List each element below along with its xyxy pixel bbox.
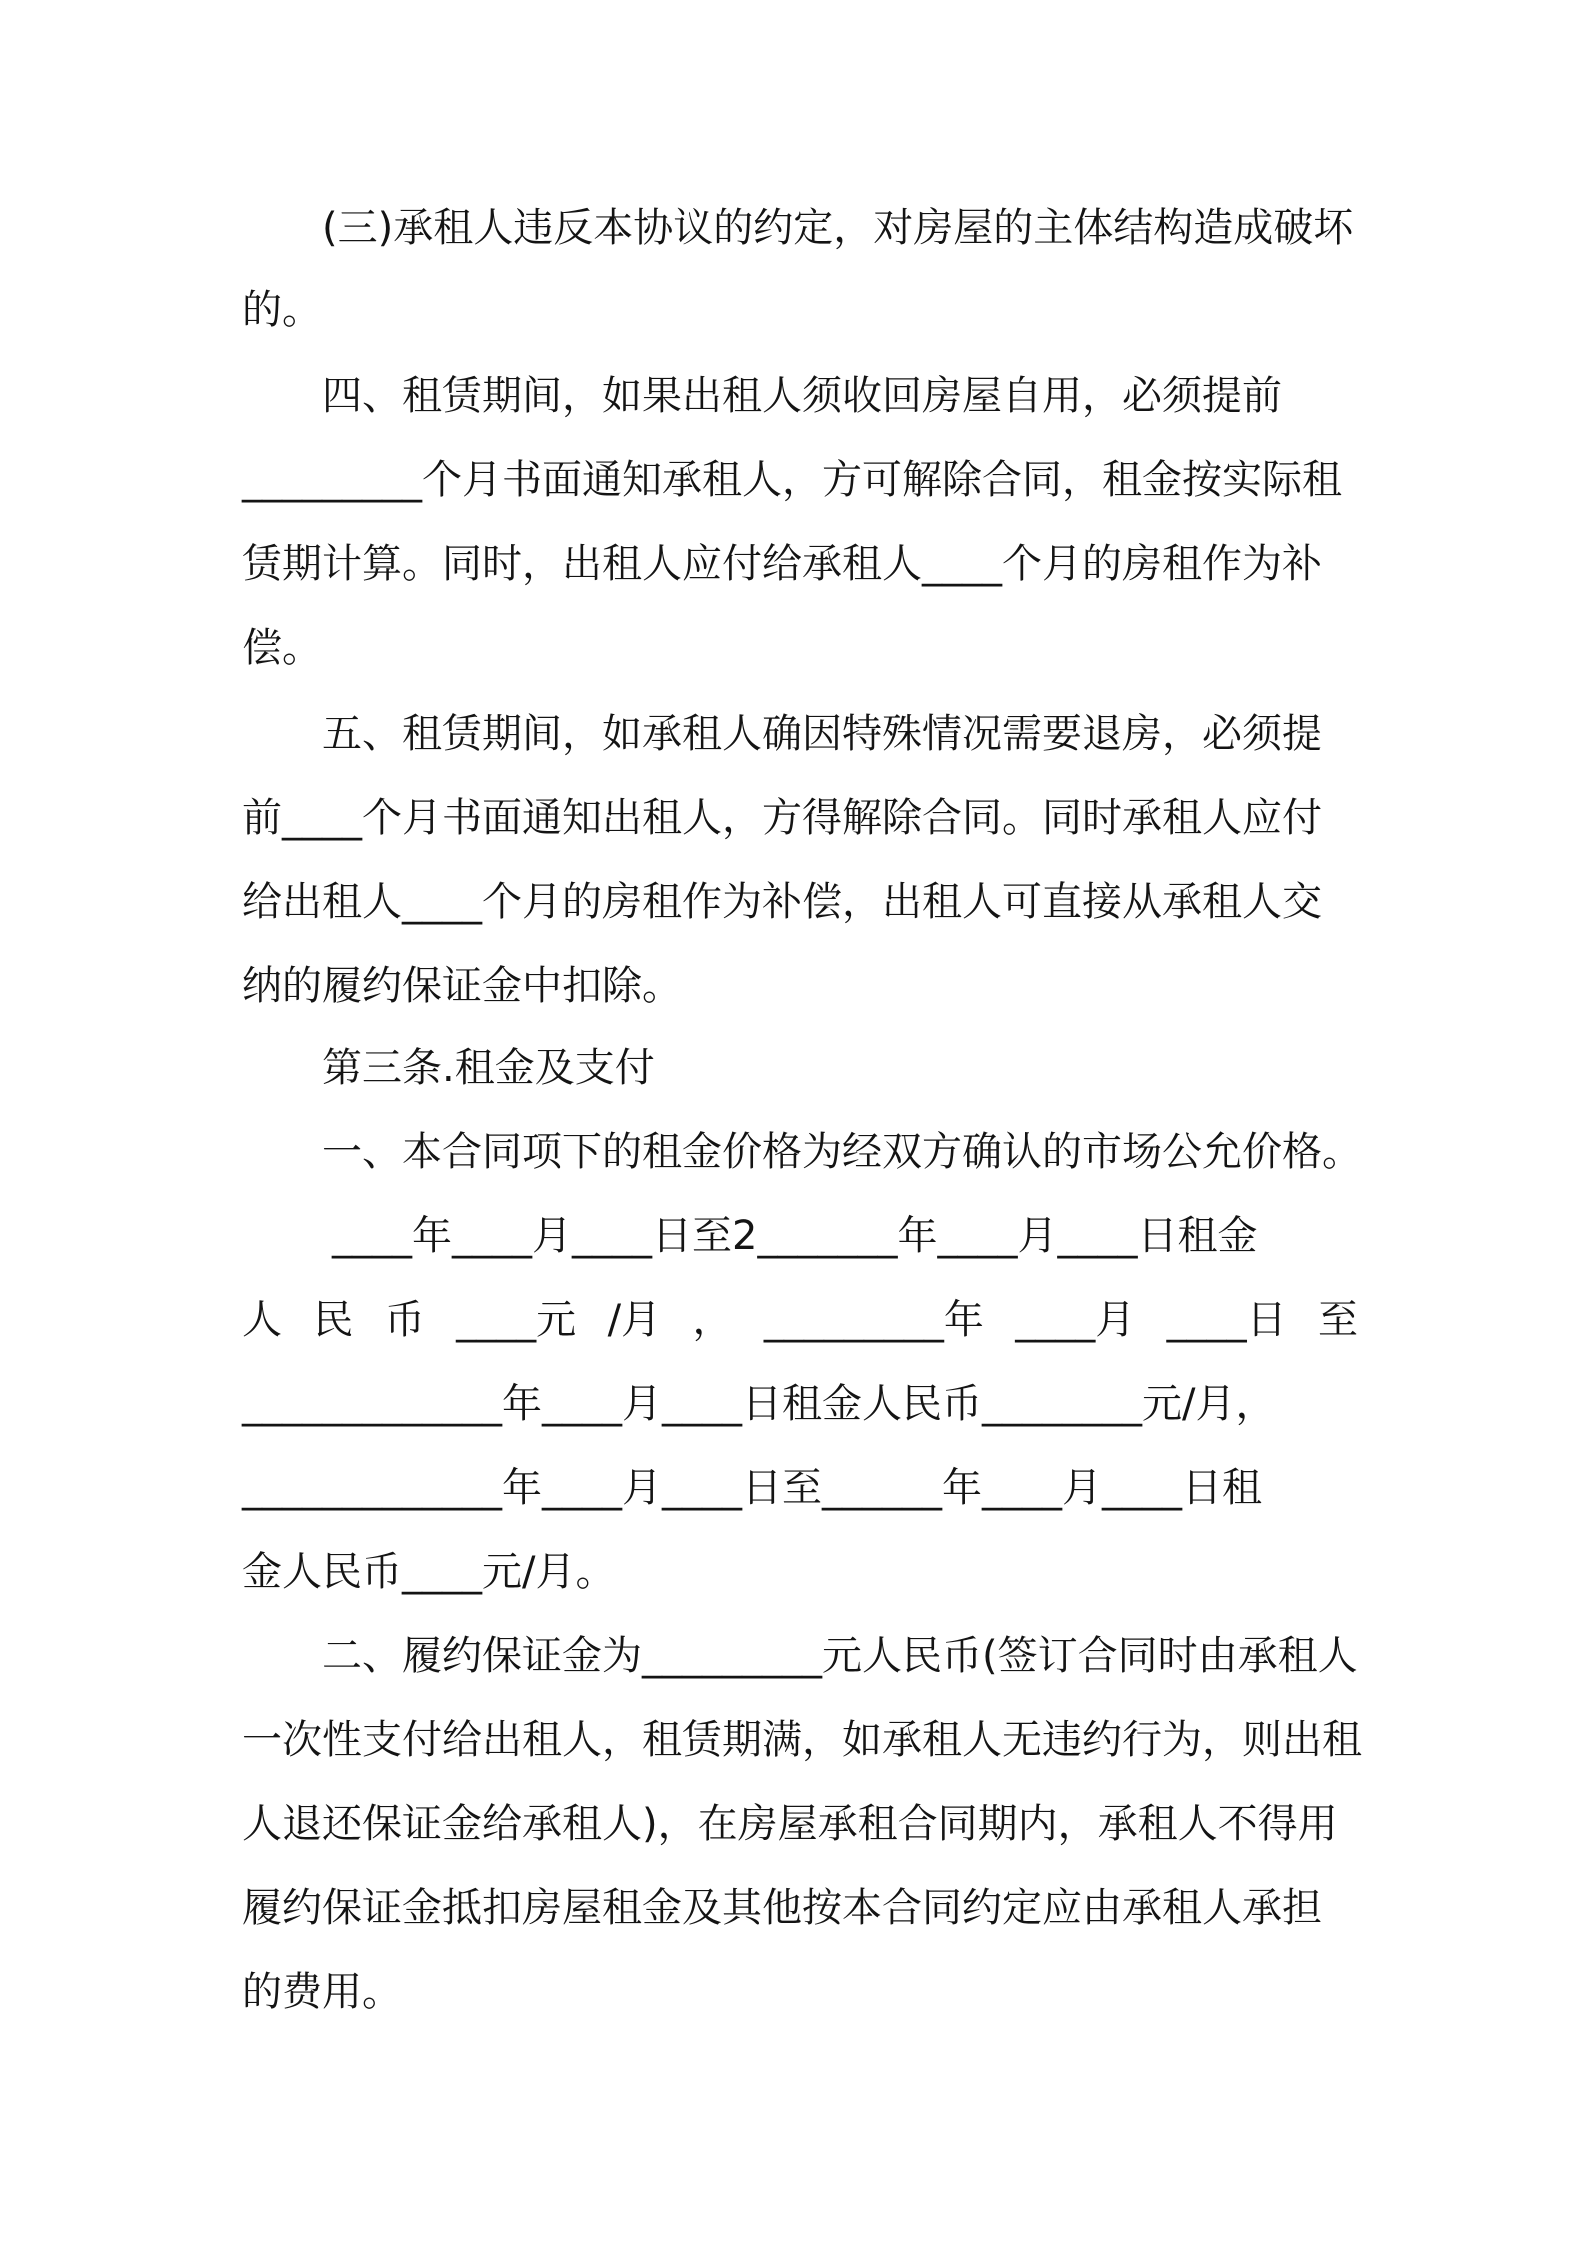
- text-segment: ____日: [1166, 1297, 1287, 1343]
- paragraph-line: ____年____月____日至2_______年____月____日租金: [332, 1213, 1258, 1259]
- paragraph-line: 纳的履约保证金中扣除。: [242, 963, 682, 1009]
- paragraph-line: 赁期计算。同时，出租人应付给承租人____个月的房租作为补: [242, 541, 1322, 587]
- text-segment: 至: [1318, 1297, 1358, 1343]
- paragraph-line: 四、租赁期间，如果出租人须收回房屋自用，必须提前: [322, 373, 1282, 419]
- paragraph-line: 金人民币____元/月。: [242, 1549, 616, 1595]
- paragraph-line: 前____个月书面通知出租人，方得解除合同。同时承租人应付: [242, 795, 1322, 841]
- paragraph-line: _________个月书面通知承租人，方可解除合同，租金按实际租: [242, 457, 1342, 503]
- text-segment: /月: [607, 1297, 662, 1343]
- paragraph-line: 一、本合同项下的租金价格为经双方确认的市场公允价格。: [322, 1129, 1362, 1175]
- text-segment: ____元: [456, 1297, 577, 1343]
- paragraph-line: 偿。: [242, 625, 322, 671]
- paragraph-line: 履约保证金抵扣房屋租金及其他按本合同约定应由承租人承担: [242, 1885, 1322, 1931]
- text-segment: 币: [384, 1297, 425, 1343]
- text-segment: 民: [313, 1297, 354, 1343]
- paragraph-line: 的费用。: [242, 1969, 402, 2015]
- paragraph-line: 给出租人____个月的房租作为补偿，出租人可直接从承租人交: [242, 879, 1322, 925]
- text-segment: 人: [242, 1297, 282, 1343]
- text-segment: ，: [692, 1297, 733, 1343]
- paragraph-line: _____________年____月____日至______年____月____日租: [242, 1465, 1262, 1511]
- paragraph-line: 人退还保证金给承租人)，在房屋承租合同期内，承租人不得用: [242, 1801, 1338, 1847]
- text-segment: _________年: [763, 1297, 984, 1343]
- paragraph-line: (三)承租人违反本协议的约定，对房屋的主体结构造成破坏: [322, 205, 1354, 251]
- paragraph-line: _____________年____月____日租金人民币________元/月，: [242, 1381, 1276, 1427]
- paragraph-line: 一次性支付给出租人，租赁期满，如承租人无违约行为，则出租: [242, 1717, 1362, 1763]
- paragraph-line: 的。: [242, 287, 322, 333]
- section-heading: 第三条.租金及支付: [322, 1045, 655, 1091]
- text-segment: ____月: [1015, 1297, 1136, 1343]
- paragraph-line-spread: [242, 1290, 1358, 1350]
- paragraph-line: 五、租赁期间，如承租人确因特殊情况需要退房，必须提: [322, 711, 1322, 757]
- paragraph-line: 二、履约保证金为_________元人民币(签订合同时由承租人: [322, 1633, 1358, 1679]
